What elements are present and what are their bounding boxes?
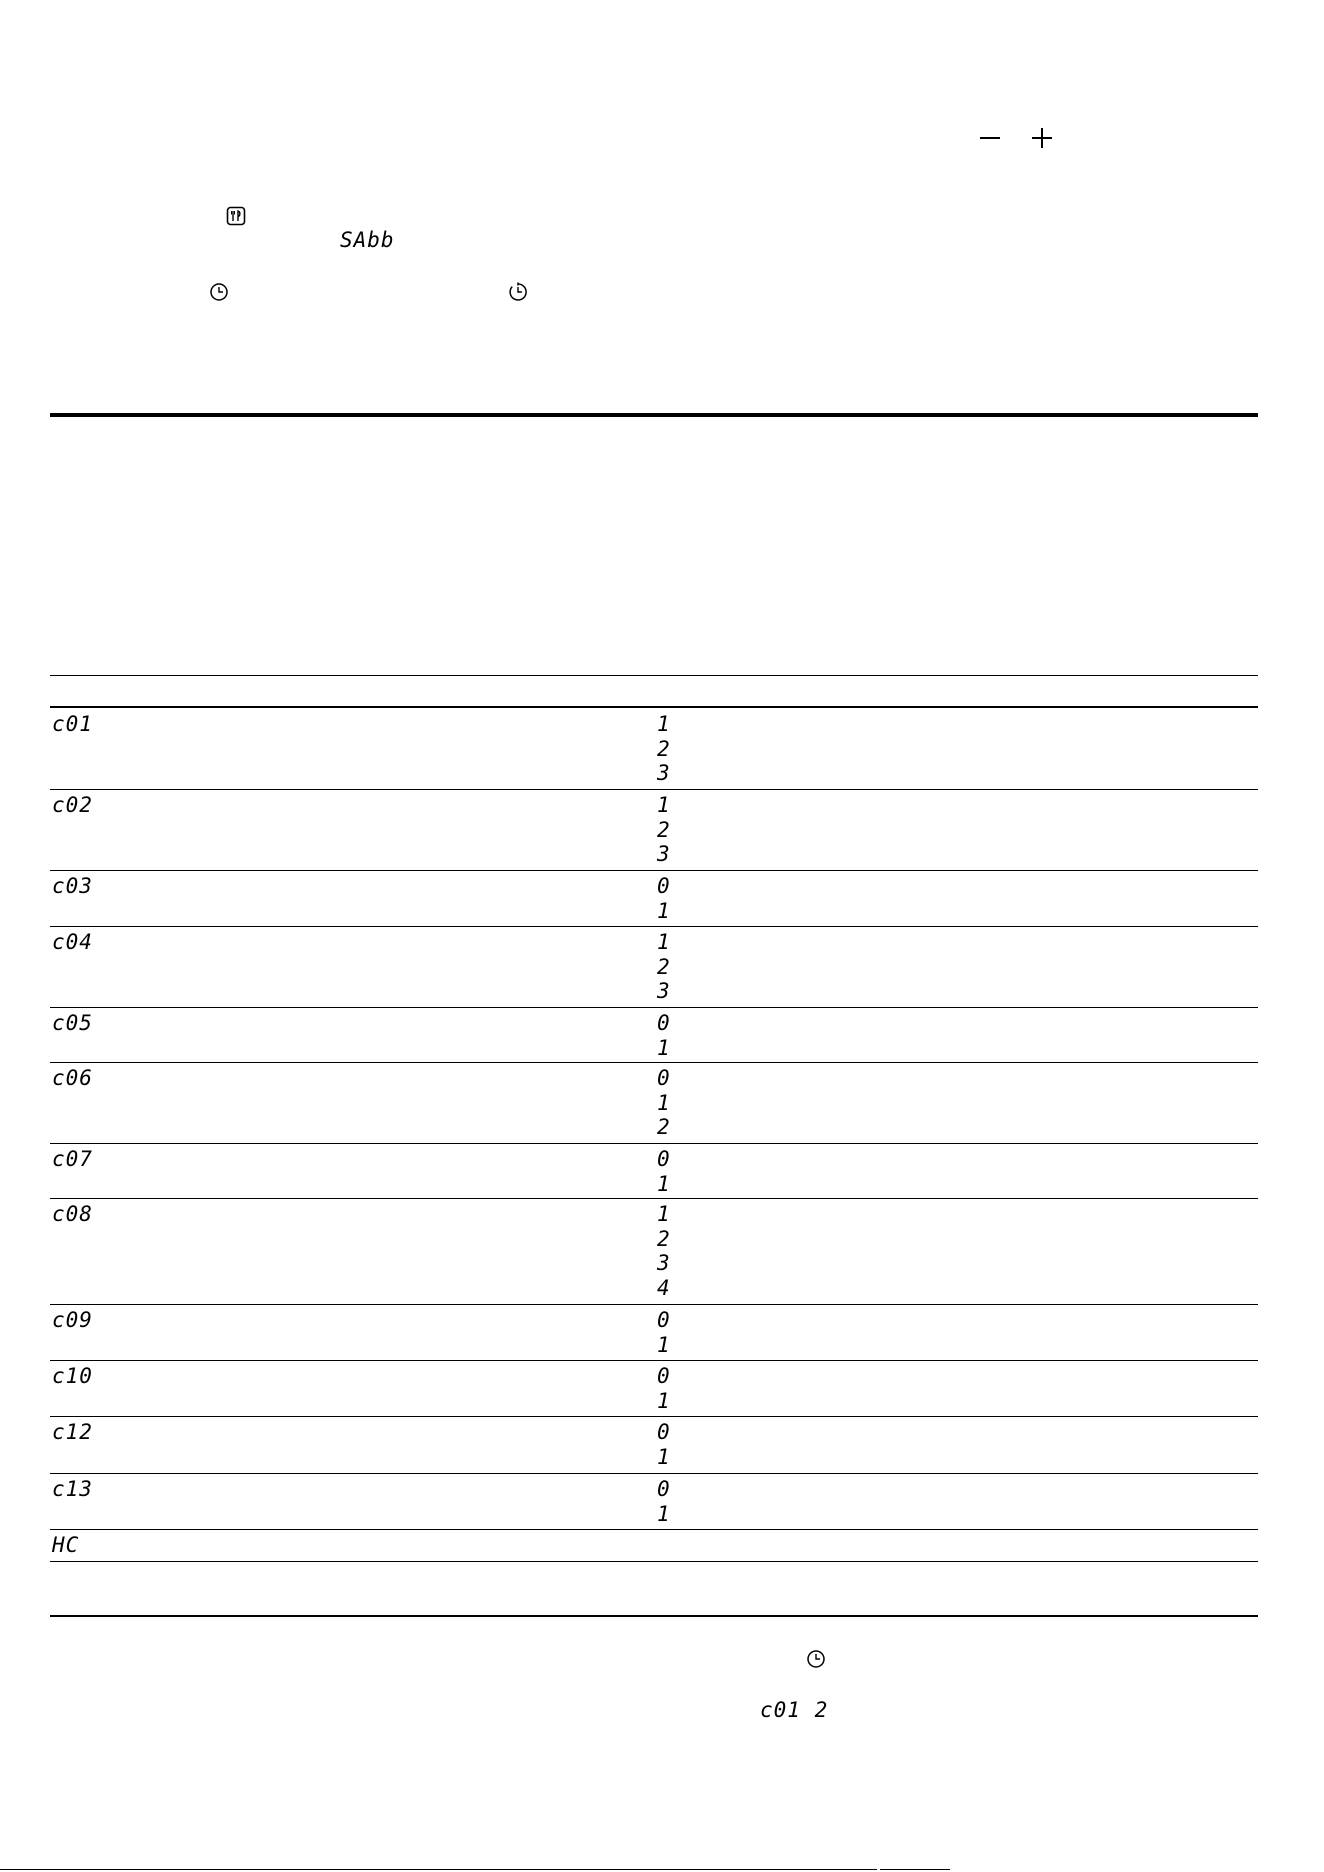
setting-values	[657, 1479, 671, 1528]
setting-value: 2	[657, 736, 671, 761]
setting-values	[657, 714, 671, 788]
setting-value: 1	[657, 793, 671, 817]
setting-values	[657, 1149, 671, 1198]
setting-value: 0	[657, 1420, 671, 1444]
setting-value: 3	[657, 979, 671, 1003]
setting-value: 2	[657, 954, 671, 979]
setting-code: c03	[52, 874, 93, 898]
timer-icon	[508, 282, 528, 302]
display-sabb: SAbb	[340, 228, 395, 252]
setting-value: 0	[657, 1308, 671, 1332]
setting-value: 0	[657, 1477, 671, 1501]
setting-values	[657, 932, 671, 1006]
cutlery-icon	[226, 206, 246, 226]
row-divider	[50, 1416, 1258, 1417]
setting-value: 1	[657, 898, 671, 923]
clock-icon	[806, 1649, 826, 1669]
table-header-rule	[50, 706, 1258, 708]
setting-code: c05	[52, 1011, 93, 1035]
setting-value: 1	[657, 1202, 671, 1226]
setting-value: 1	[657, 1171, 671, 1196]
minus-icon	[978, 128, 1002, 148]
row-divider	[50, 1360, 1258, 1361]
setting-code: HC	[52, 1533, 80, 1557]
clock-icon	[209, 282, 229, 302]
row-divider	[50, 1007, 1258, 1008]
setting-value: 1	[657, 712, 671, 736]
row-divider	[50, 926, 1258, 927]
setting-value: 0	[657, 1147, 671, 1171]
setting-values	[657, 1310, 671, 1359]
setting-value: 3	[657, 1251, 671, 1275]
row-divider	[50, 1304, 1258, 1305]
row-divider	[50, 870, 1258, 871]
setting-value: 2	[657, 1115, 671, 1139]
row-divider	[50, 1473, 1258, 1474]
setting-code: c09	[52, 1308, 93, 1332]
setting-code: c08	[52, 1202, 93, 1226]
setting-value: 3	[657, 842, 671, 866]
row-divider	[50, 1561, 1258, 1562]
setting-value: 1	[657, 1332, 671, 1357]
setting-value: 1	[657, 1444, 671, 1469]
setting-values	[657, 1013, 671, 1062]
setting-values	[657, 1366, 671, 1415]
table-top-rule	[50, 675, 1258, 676]
setting-code: c10	[52, 1364, 93, 1388]
setting-value: 0	[657, 874, 671, 898]
setting-value: 0	[657, 1011, 671, 1035]
row-divider	[50, 1062, 1258, 1063]
setting-value: 3	[657, 761, 671, 785]
section-divider	[50, 413, 1258, 417]
setting-values	[657, 1204, 671, 1302]
row-divider	[50, 1143, 1258, 1144]
table-bottom-rule	[50, 1615, 1258, 1617]
setting-value: 0	[657, 1364, 671, 1388]
setting-code: c04	[52, 930, 93, 954]
setting-value: 4	[657, 1275, 671, 1300]
row-divider	[50, 789, 1258, 790]
setting-code: c06	[52, 1066, 93, 1090]
setting-value: 2	[657, 1226, 671, 1251]
row-divider	[50, 1198, 1258, 1199]
row-divider	[50, 1529, 1258, 1530]
setting-value: 2	[657, 817, 671, 842]
setting-code: c02	[52, 793, 93, 817]
setting-value: 1	[657, 1388, 671, 1413]
plus-icon	[1030, 126, 1054, 150]
setting-values	[657, 1422, 671, 1471]
setting-values	[657, 1068, 671, 1142]
setting-value: 1	[657, 1501, 671, 1526]
setting-code: c07	[52, 1147, 93, 1171]
setting-value: 1	[657, 1035, 671, 1060]
setting-code: c13	[52, 1477, 93, 1501]
footer-rule	[880, 1869, 950, 1870]
display-c012: c01 2	[760, 1698, 829, 1722]
setting-code: c12	[52, 1420, 93, 1444]
setting-code: c01	[52, 712, 93, 736]
setting-values	[657, 795, 671, 869]
setting-value: 1	[657, 930, 671, 954]
setting-value: 0	[657, 1066, 671, 1090]
setting-value: 1	[657, 1090, 671, 1115]
setting-values	[657, 876, 671, 925]
footer-rule	[0, 1869, 877, 1870]
